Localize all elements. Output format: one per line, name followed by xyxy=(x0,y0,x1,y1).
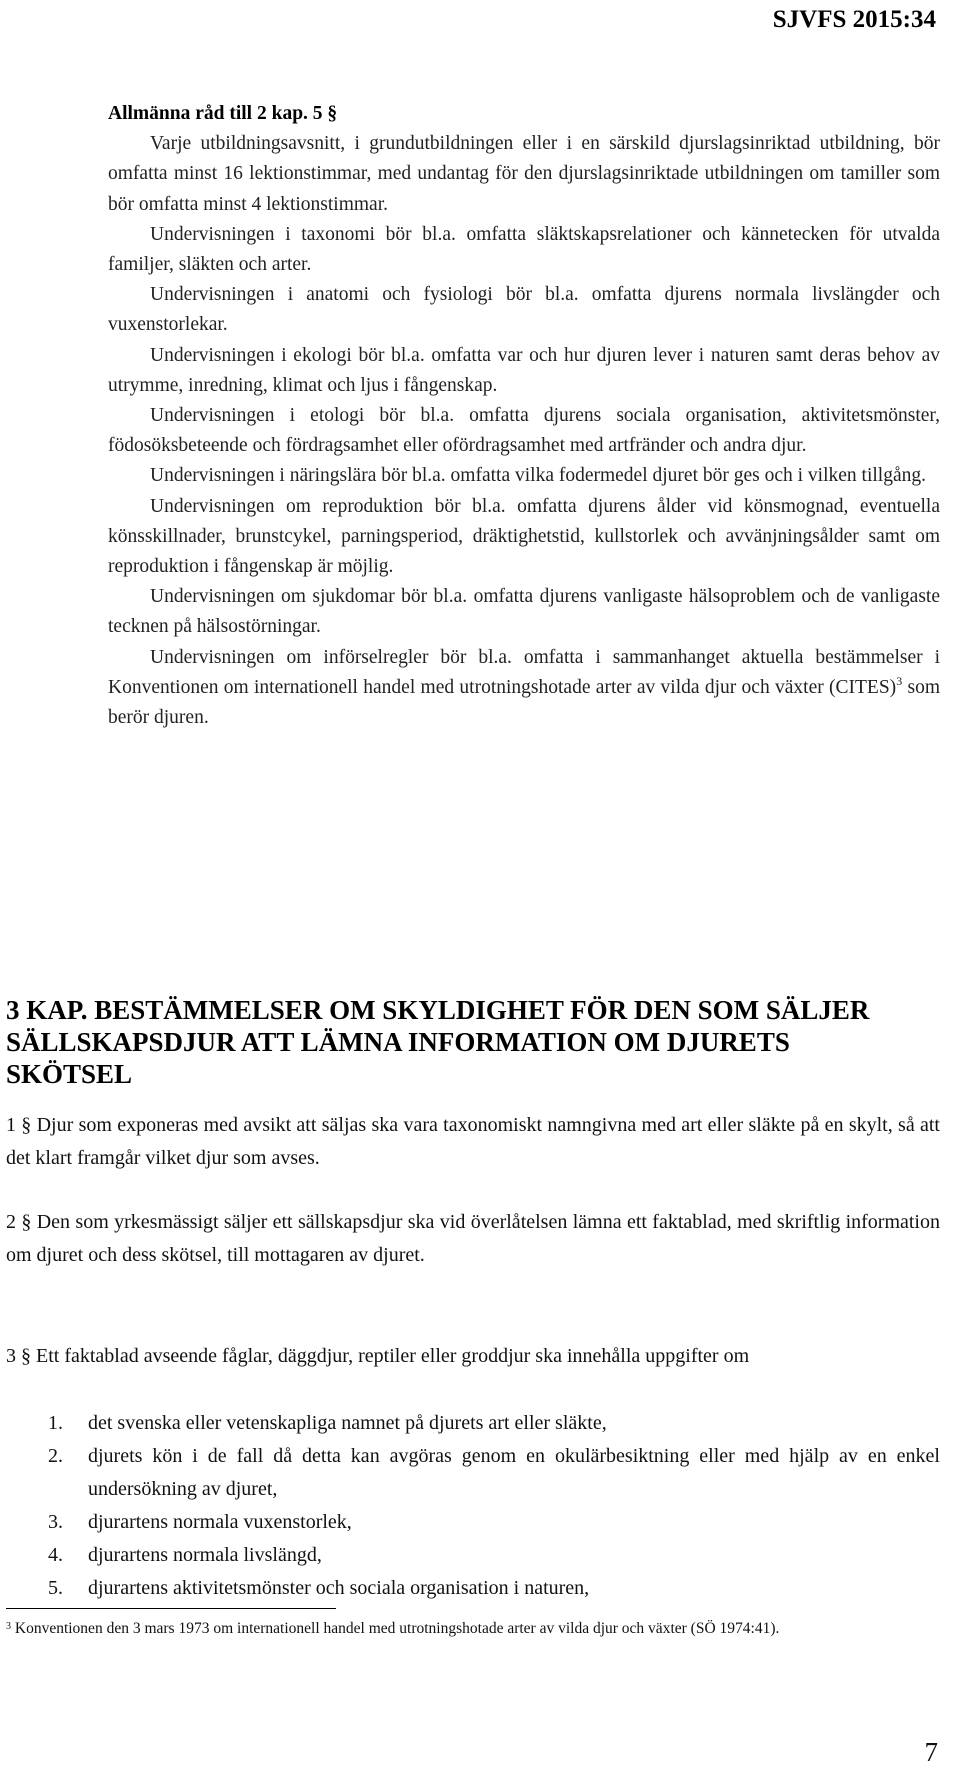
document-header: SJVFS 2015:34 xyxy=(772,6,936,33)
advice-paragraph: Undervisningen i näringslära bör bl.a. omfatta vilka fodermedel djuret bör ges och i vilken tillgång. xyxy=(150,465,926,487)
advice-paragraph: Undervisningen om reproduktion bör bl.a. omfatta djurens ålder vid könsmognad, eventuella könsskillnader, brunstcykel, parningsperiod, dräktighetstid, kullstorlek och avvänjningsålder samt om reproduktion i fångenskap är möjlig. xyxy=(108,495,940,578)
advice-paragraph: Undervisningen om sjukdomar bör bl.a. omfatta djurens vanligaste hälsoproblem och de vanligaste tecknen på hälsostörningar. xyxy=(108,586,940,638)
list-text: djurartens normala vuxenstorlek, xyxy=(88,1511,352,1533)
list-text: djurets kön i de fall då detta kan avgöras genom en okulärbesiktning eller med hjälp av en enkel undersökning av djuret, xyxy=(88,1445,940,1500)
list-item xyxy=(6,1506,940,1539)
list-item xyxy=(6,1440,940,1506)
general-advice-block xyxy=(108,99,940,733)
list-number: 2. xyxy=(48,1445,63,1467)
footnote xyxy=(6,1618,940,1640)
list-item xyxy=(6,1572,940,1605)
list-text: det svenska eller vetenskapliga namnet på djurets art eller släkte, xyxy=(88,1412,607,1434)
section-2: 2 § Den som yrkesmässigt säljer ett sällskapsdjur ska vid överlåtelsen lämna ett faktablad, med skriftlig information om djuret och dess skötsel, till mottagaren av djuret. xyxy=(6,1211,940,1266)
list-text: djurartens normala livslängd, xyxy=(88,1544,322,1566)
advice-paragraph: Varje utbildningsavsnitt, i grundutbildningen eller i en särskild djurslagsinriktad utbildning, bör omfatta minst 16 lektionstimmar, med undantag för den djurslagsinriktade utbildningen om tamiller som bör omfatta minst 4 lektionstimmar. xyxy=(108,133,940,215)
page-number: 7 xyxy=(924,1737,938,1767)
advice-paragraph: Undervisningen i anatomi och fysiologi bör bl.a. omfatta djurens normala livslängder och vuxenstorlekar. xyxy=(108,284,940,336)
advice-paragraph: Undervisningen i taxonomi bör bl.a. omfatta släktskapsrelationer och kännetecken för utvalda familjer, släkten och arter. xyxy=(108,223,940,276)
section-1: 1 § Djur som exponeras med avsikt att säljas ska vara taxonomiskt namngivna med art eller släkte på en skylt, så att det klart framgår vilket djur som avses. xyxy=(6,1114,940,1169)
footnote-number: 3 xyxy=(6,1621,11,1632)
fact-sheet-list xyxy=(6,1407,940,1605)
advice-text: Undervisningen om införselregler bör bl.a. omfatta i sammanhanget aktuella bestämmelser i Konventionen om internationell handel med utrotningshotade arter av vilda djur och växter (CITES) xyxy=(108,646,940,698)
advice-paragraph xyxy=(108,643,940,734)
list-number: 5. xyxy=(48,1577,63,1599)
footnote-divider xyxy=(6,1608,336,1609)
list-number: 1. xyxy=(48,1412,63,1434)
advice-paragraph: Undervisningen i etologi bör bl.a. omfatta djurens sociala organisation, aktivitetsmönster, födosöksbeteende och fördragsamhet eller ofördragsamhet med artfränder och andra djur. xyxy=(108,405,940,457)
advice-heading: Allmänna råd till 2 kap. 5 § xyxy=(108,103,338,124)
footnote-text: Konventionen den 3 mars 1973 om internationell handel med utrotningshotade arter av vilda djur och växter (SÖ 1974:41). xyxy=(11,1620,780,1637)
list-item xyxy=(6,1539,940,1572)
list-item xyxy=(6,1407,940,1440)
footnote-reference[interactable]: 3 xyxy=(896,673,903,688)
section-3: 3 § Ett faktablad avseende fåglar, däggdjur, reptiler eller groddjur ska innehålla uppgifter om xyxy=(6,1345,750,1367)
advice-text: som berör djuren. xyxy=(108,676,940,729)
list-number: 4. xyxy=(48,1544,63,1566)
list-text: djurartens aktivitetsmönster och sociala organisation i naturen, xyxy=(88,1577,590,1599)
advice-paragraph: Undervisningen i ekologi bör bl.a. omfatta var och hur djuren lever i naturen samt deras behov av utrymme, inredning, klimat och ljus i fångenskap. xyxy=(108,344,940,396)
chapter-title: 3 KAP. BESTÄMMELSER OM SKYLDIGHET FÖR DEN SOM SÄLJER SÄLLSKAPSDJUR ATT LÄMNA INFORMATION OM DJURETS SKÖTSEL xyxy=(6,995,870,1089)
list-number: 3. xyxy=(48,1511,63,1533)
